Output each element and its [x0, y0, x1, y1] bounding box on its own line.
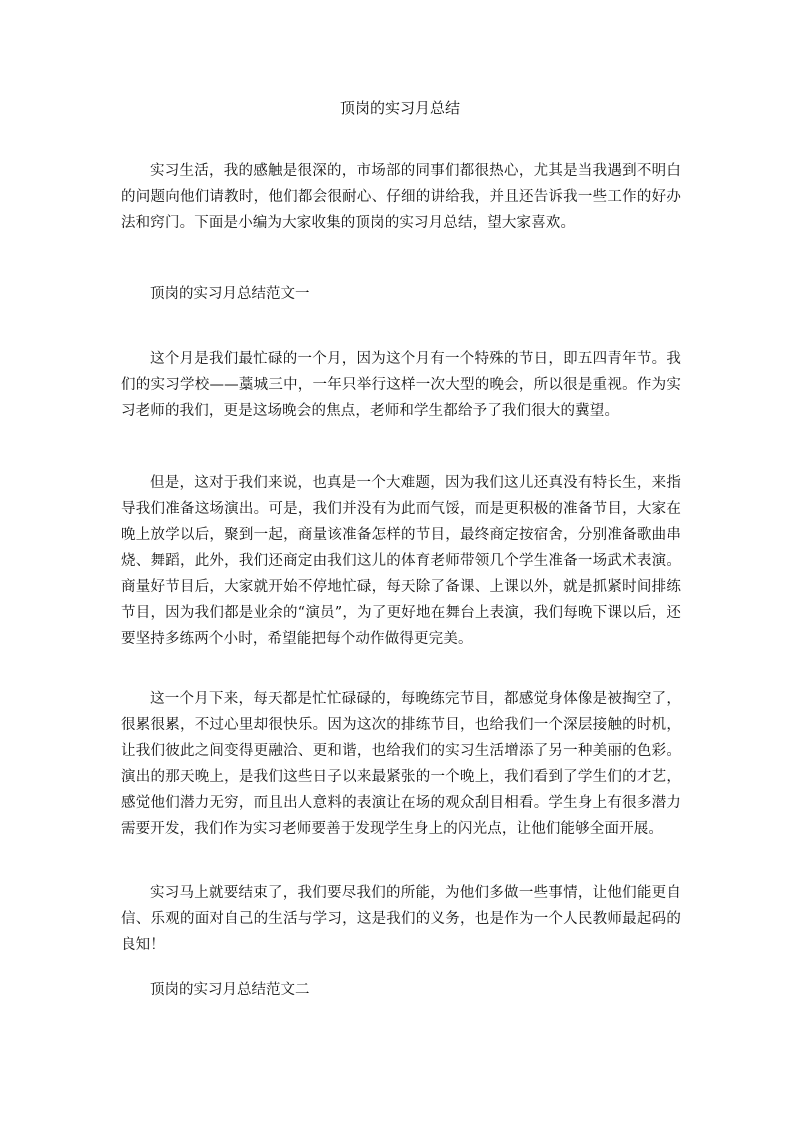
body-paragraph-4: 实习马上就要结束了，我们要尽我们的所能，为他们多做一些事情，让他们能更自信、乐观的面对自己的生活与学习，这是我们的义务，也是作为一个人民教师最起码的良知！: [121, 885, 681, 953]
body-paragraph-2: 但是，这对于我们来说，也真是一个大难题，因为我们这儿还真没有特长生，来指导我们准备这场演出。可是，我们并没有为此而气馁，而是更积极的准备节目，大家在晚上放学以后，聚到一起，商量该准备怎样的节目，最终商定按宿舍，分别准备歌曲串烧、舞蹈，此外，我们还商定由我们这儿的体育老师带领几个学生准备一场武术表演。商量好节目后，大家就开始不停地忙碌，每天除了备课、上课以外，就是抓紧时间排练节目，因为我们都是业余的“演员”，为了更好地在舞台上表演，我们每晚下课以后，还要坚持多练两个小时，希望能把每个动作做得更完美。: [121, 475, 681, 647]
section-heading-2: 顶岗的实习月总结范文二: [150, 982, 310, 998]
body-paragraph-1: 这个月是我们最忙碌的一个月，因为这个月有一个特殊的节日，即五四青年节。我们的实习学校——藁城三中，一年只举行这样一次大型的晚会，所以很是重视。作为实习老师的我们，更是这场晚会的焦点，老师和学生都给予了我们很大的冀望。: [121, 351, 681, 419]
document-title: 顶岗的实习月总结: [339, 99, 460, 117]
intro-paragraph: 实习生活，我的感触是很深的，市场部的同事们都很热心，尤其是当我遇到不明白的问题向他们请教时，他们都会很耐心、仔细的讲给我，并且还告诉我一些工作的好办法和窍门。下面是小编为大家收集的顶岗的实习月总结，望大家喜欢。: [121, 163, 681, 231]
body-paragraph-3: 这一个月下来，每天都是忙忙碌碌的，每晚练完节目，都感觉身体像是被掏空了，很累很累，不过心里却很快乐。因为这次的排练节目，也给我们一个深层接触的时机，让我们彼此之间变得更融洽、更和谐，也给我们的实习生活增添了另一种美丽的色彩。演出的那天晚上，是我们这些日子以来最紧张的一个晚上，我们看到了学生们的才艺，感觉他们潜力无穷，而且出人意料的表演让在场的观众刮目相看。学生身上有很多潜力需要开发，我们作为实习老师要善于发现学生身上的闪光点，让他们能够全面开展。: [121, 691, 681, 837]
section-heading-1: 顶岗的实习月总结范文一: [150, 286, 310, 302]
